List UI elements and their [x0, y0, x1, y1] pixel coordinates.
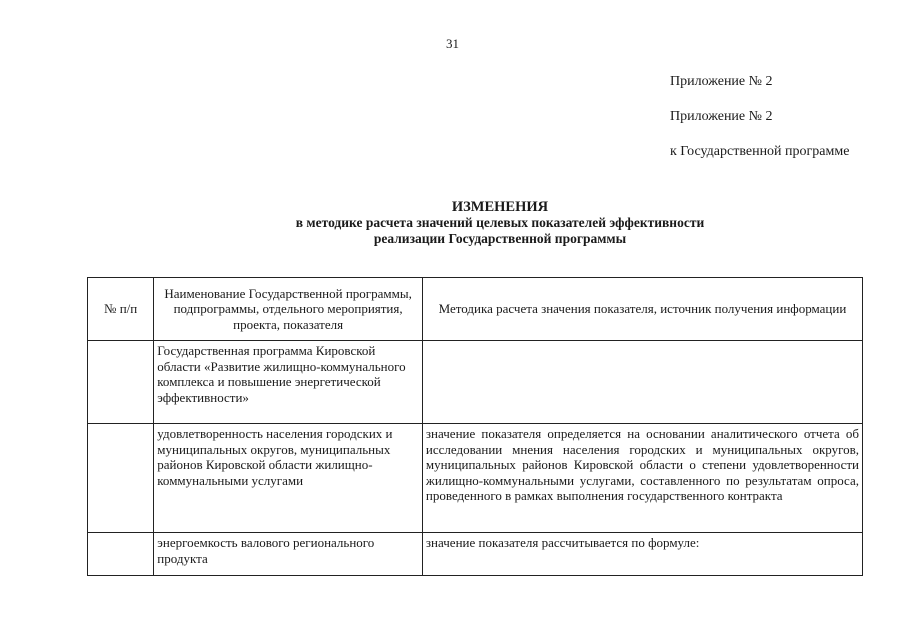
annex-line-2: Приложение № 2 — [670, 109, 773, 124]
cell-num — [88, 424, 154, 533]
table-row — [88, 424, 863, 533]
title-main: ИЗМЕНЕНИЯ — [451, 199, 549, 215]
header-num: № п/п — [88, 278, 154, 341]
cell-method: значение показателя определяется на основании аналитического отчета об исследовании мнения населения городских и муниципальных округов, муниципальных районов Кировской области о степени удовлетворенности жилищно-коммунальными услугами, составленного по результатам опроса, проведенного в рамках выполнения государственного контракта — [422, 424, 862, 533]
page-number: 31 — [446, 36, 459, 51]
header-method: Методика расчета значения показателя, источник получения информации — [422, 278, 862, 341]
table-header-row — [88, 278, 863, 341]
document-title — [150, 199, 850, 247]
cell-method — [422, 341, 862, 424]
cell-method: значение показателя рассчитывается по формуле: — [422, 533, 862, 576]
cell-name: удовлетворенность населения городских и муниципальных округов, муниципальных районов Кировской области жилищно-коммунальными услугами — [154, 424, 423, 533]
cell-num — [88, 341, 154, 424]
title-line-2: в методике расчета значений целевых показателей эффективности — [295, 215, 705, 230]
cell-num — [88, 533, 154, 576]
header-name: Наименование Государственной программы, подпрограммы, отдельного мероприятия, проекта, показателя — [154, 278, 423, 341]
table-row — [88, 533, 863, 576]
cell-name: Государственная программа Кировской области «Развитие жилищно-коммунального комплекса и повышение энергетической эффективности» — [154, 341, 423, 424]
cell-name: энергоемкость валового регионального продукта — [154, 533, 423, 576]
title-line-3: реализации Государственной программы — [373, 231, 627, 246]
methodology-table — [87, 277, 863, 576]
table-row — [88, 341, 863, 424]
annex-line-1: Приложение № 2 — [670, 74, 773, 89]
annex-line-3: к Государственной программе — [670, 144, 850, 159]
